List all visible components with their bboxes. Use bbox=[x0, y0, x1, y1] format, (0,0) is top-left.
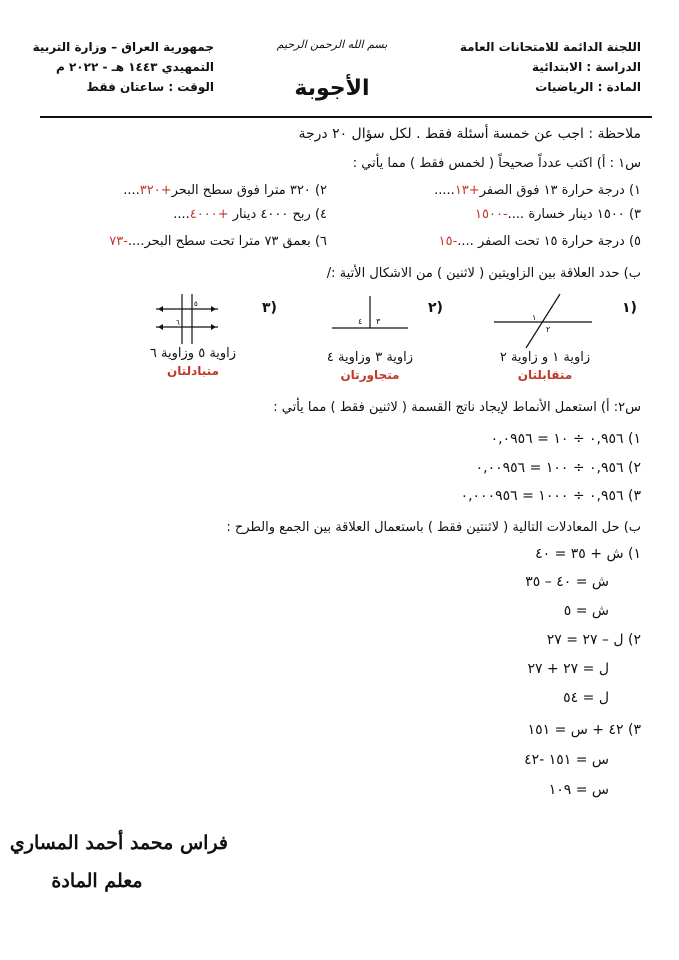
figure-3-alternate-angles bbox=[152, 292, 222, 346]
figure-1-caption: زاوية ١ و زاوية ٢ bbox=[499, 350, 591, 365]
figure-2-adjacent-angles bbox=[330, 294, 410, 336]
q1-item-2: ٢) ٣٢٠ مترا فوق سطح البحر+٣٢٠.... bbox=[123, 183, 327, 198]
q1-answer-3: -١٥٠٠ bbox=[475, 207, 508, 222]
page-title: الأجوبة bbox=[294, 76, 370, 101]
figure-1-vertical-angles bbox=[488, 292, 598, 350]
q1-answer-4: +٤٠٠٠ bbox=[189, 207, 229, 222]
header-time: الوقت : ساعتان فقط bbox=[86, 80, 214, 94]
figure-3-number: ٣) bbox=[262, 300, 277, 316]
header-study: الدراسة : الابتدائية bbox=[532, 60, 641, 74]
q1-item-3: ٣) ١٥٠٠ دينار خسارة ....-١٥٠٠ bbox=[475, 207, 641, 222]
q1-answer-1: +١٣ bbox=[454, 183, 480, 198]
figure-3-caption: زاوية ٥ وزاوية ٦ bbox=[149, 346, 237, 361]
header-subject: المادة : الرياضيات bbox=[535, 80, 641, 94]
q1-answer-6: -٧٣ bbox=[109, 234, 128, 249]
q2-a-heading: س٢: أ) استعمل الأنماط لإيجاد ناتج القسمة ( لاثنين فقط ) مما يأتي : bbox=[273, 400, 641, 415]
figure-1-answer: متقابلتان bbox=[517, 368, 573, 382]
header-divider bbox=[40, 116, 652, 118]
q2-a-item-3: ٣) ٠,٩٥٦ ÷ ١٠٠٠ = ٠,٠٠٠٩٥٦ bbox=[460, 488, 641, 504]
figure-1-label-b: ٢ bbox=[546, 325, 551, 334]
figure-2-answer: متجاورتان bbox=[340, 368, 400, 382]
signature-role: معلم المادة bbox=[51, 870, 143, 892]
q2-b-line-7: ٣) ٤٢ + س = ١٥١ bbox=[527, 722, 641, 738]
q2-b-line-6: ل = ٥٤ bbox=[563, 690, 609, 706]
q2-b-line-1: ١) ش + ٣٥ = ٤٠ bbox=[535, 546, 641, 562]
q1-item-1: ١) درجة حرارة ١٣ فوق الصفر+١٣..... bbox=[434, 183, 641, 198]
figure-2-caption: زاوية ٣ وزاوية ٤ bbox=[326, 350, 414, 365]
q1-b-heading: ب) حدد العلاقة بين الزاويتين ( لاثنين ) من الاشكال الأتية :/ bbox=[326, 266, 641, 281]
q1-a-heading: س١ : أ) اكتب عدداً صحيحاً ( لخمس فقط ) مما يأتي : bbox=[352, 156, 641, 171]
exam-note: ملاحظة : اجب عن خمسة أسئلة فقط . لكل سؤال ٢٠ درجة bbox=[298, 126, 641, 142]
figure-3-answer: متبادلتان bbox=[166, 364, 220, 378]
q2-b-line-4: ٢) ل – ٢٧ = ٢٧ bbox=[546, 632, 641, 648]
q1-item-4: ٤) ربح ٤٠٠٠ دينار +٤٠٠٠.... bbox=[173, 207, 327, 222]
figure-1-label-a: ١ bbox=[532, 313, 537, 322]
basmala: بسم الله الرحمن الرحيم bbox=[276, 38, 388, 51]
signature-name: فراس محمد أحمد المساري bbox=[9, 832, 228, 854]
figure-3-label-b: ٦ bbox=[176, 319, 180, 327]
q2-b-line-8: س = ١٥١ -٤٢ bbox=[524, 752, 609, 768]
q2-a-item-1: ١) ٠,٩٥٦ ÷ ١٠ = ٠,٠٩٥٦ bbox=[490, 431, 641, 447]
figure-3-label-a: ٥ bbox=[194, 300, 198, 308]
q1-item-5: ٥) درجة حرارة ١٥ تحت الصفر ....-١٥ bbox=[438, 234, 641, 249]
q2-b-heading: ب) حل المعادلات التالية ( لاثنتين فقط ) باستعمال العلاقة بين الجمع والطرح : bbox=[226, 520, 641, 535]
figure-2-number: ٢) bbox=[428, 300, 443, 316]
figure-2-label-b: ٣ bbox=[376, 317, 381, 326]
q2-b-line-2: ش = ٤٠ – ٣٥ bbox=[525, 574, 609, 590]
q1-answer-5: -١٥ bbox=[438, 234, 458, 249]
figure-1-number: ١) bbox=[622, 300, 637, 316]
header-committee: اللجنة الدائمة للامتحانات العامة bbox=[459, 40, 641, 54]
header-year: التمهيدي ١٤٤٣ هـ - ٢٠٢٢ م bbox=[55, 60, 214, 74]
q1-item-6: ٦) بعمق ٧٣ مترا تحت سطح البحر....-٧٣ bbox=[109, 234, 327, 249]
q2-b-line-9: س = ١٠٩ bbox=[548, 782, 609, 798]
header-republic: جمهورية العراق – وزارة التربية bbox=[32, 40, 214, 54]
q2-a-item-2: ٢) ٠,٩٥٦ ÷ ١٠٠ = ٠,٠٠٩٥٦ bbox=[475, 460, 641, 476]
q2-b-line-3: ش = ٥ bbox=[563, 603, 609, 619]
figure-2-label-a: ٤ bbox=[358, 317, 363, 326]
q2-b-line-5: ل = ٢٧ + ٢٧ bbox=[527, 661, 609, 677]
q1-answer-2: +٣٢٠ bbox=[139, 183, 172, 198]
